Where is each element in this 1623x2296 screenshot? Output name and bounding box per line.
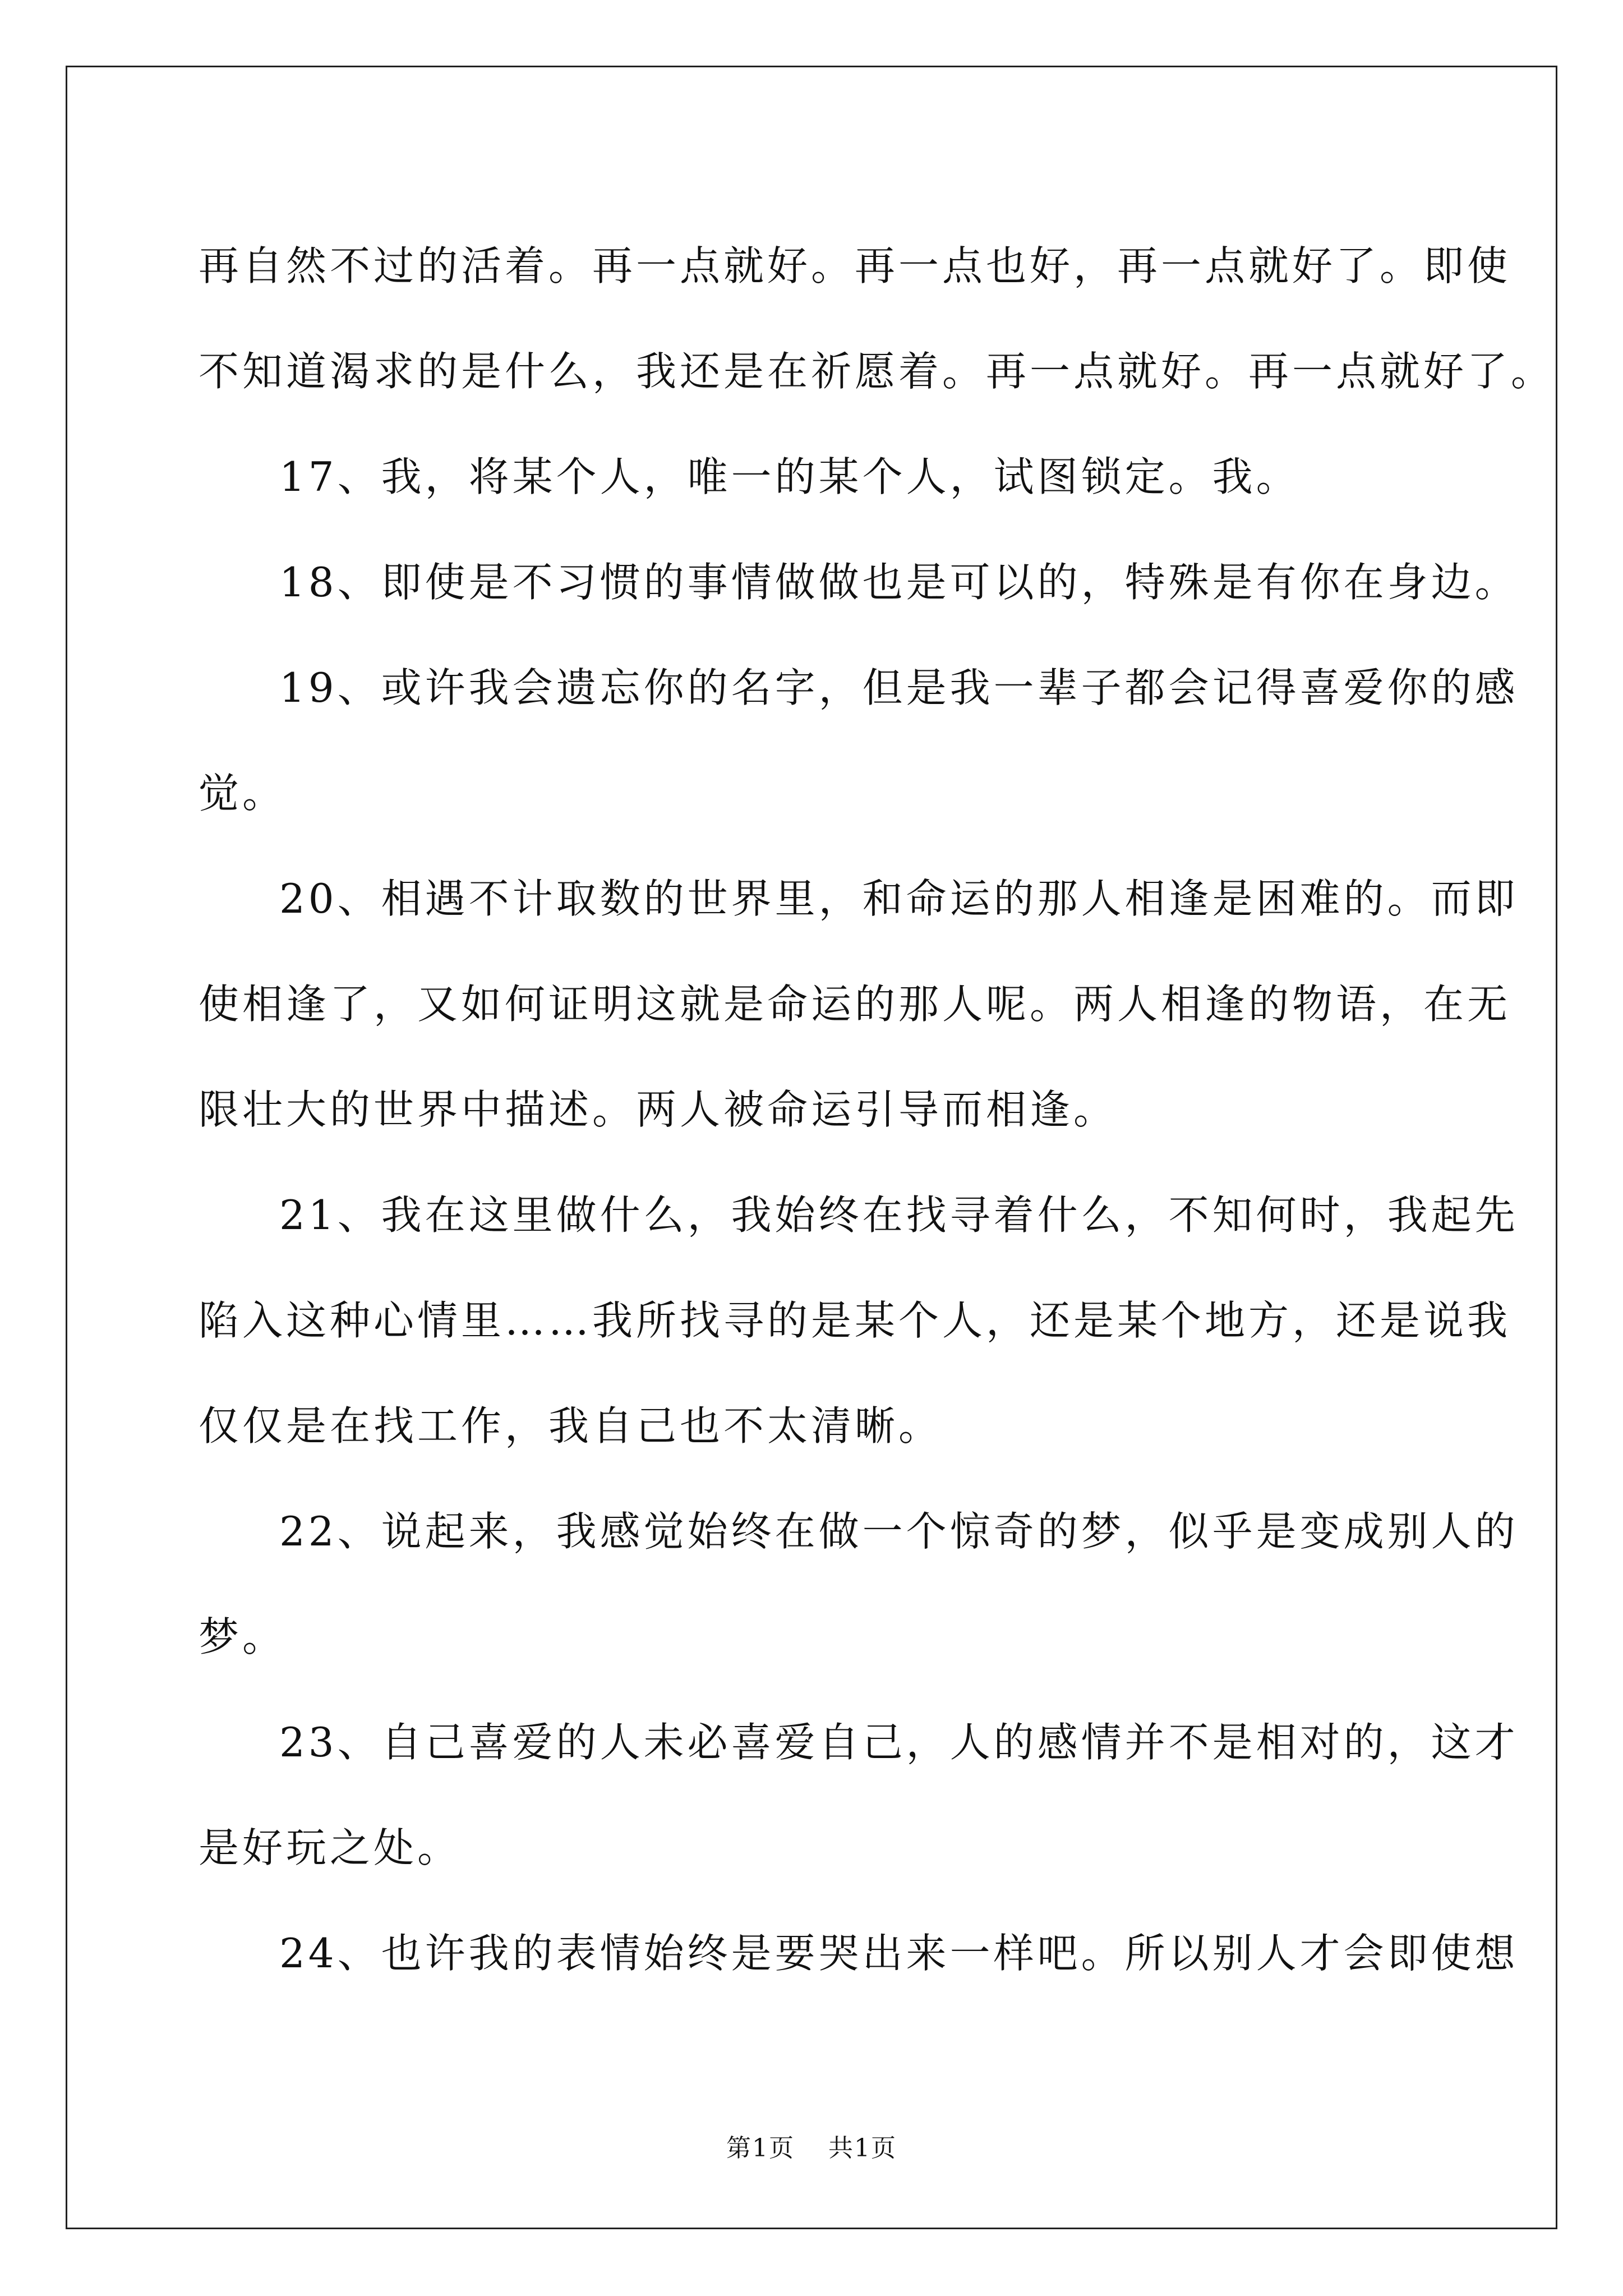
text-line-12: 仅仅是在找工作，我自己也不太清晰。 [199,1402,943,1450]
text-line-16: 是好玩之处。 [199,1824,462,1871]
text-line-6: 觉。 [199,770,287,817]
page-number: 第1页 [726,2134,795,2162]
text-line-17: 24、也许我的表情始终是要哭出来一样吧。所以别人才会即使想 [279,1930,1519,1977]
text-line-8: 使相逢了，又如何证明这就是命运的那人呢。两人相逢的物语，在无 [199,981,1511,1028]
document-body [199,213,1555,2006]
text-line-14: 梦。 [199,1613,287,1660]
text-line-11: 陷入这种心情里……我所找寻的是某个人，还是某个地方，还是说我 [199,1297,1511,1344]
page-total: 共1页 [828,2134,897,2162]
text-line-1: 再自然不过的活着。再一点就好。再一点也好，再一点就好了。即使 [199,242,1511,289]
text-line-9: 限壮大的世界中描述。两人被命运引导而相逢。 [199,1086,1118,1133]
text-line-4: 18、即使是不习惯的事情做做也是可以的，特殊是有你在身边。 [279,559,1519,606]
text-line-3: 17、我，将某个人，唯一的某个人，试图锁定。我。 [279,453,1300,500]
page-footer [0,2132,1623,2165]
text-line-5: 19、或许我会遗忘你的名字，但是我一辈子都会记得喜爱你的感 [279,664,1519,711]
text-line-13: 22、说起来，我感觉始终在做一个惊奇的梦，似乎是变成别人的 [279,1508,1519,1555]
text-line-2: 不知道渴求的是什么，我还是在祈愿着。再一点就好。再一点就好了。 [199,348,1555,395]
text-line-10: 21、我在这里做什么，我始终在找寻着什么，不知何时，我起先 [279,1191,1519,1239]
text-line-7: 20、相遇不计取数的世界里，和命运的那人相逢是困难的。而即 [279,875,1519,922]
text-line-15: 23、自己喜爱的人未必喜爱自己，人的感情并不是相对的，这才 [279,1719,1519,1766]
